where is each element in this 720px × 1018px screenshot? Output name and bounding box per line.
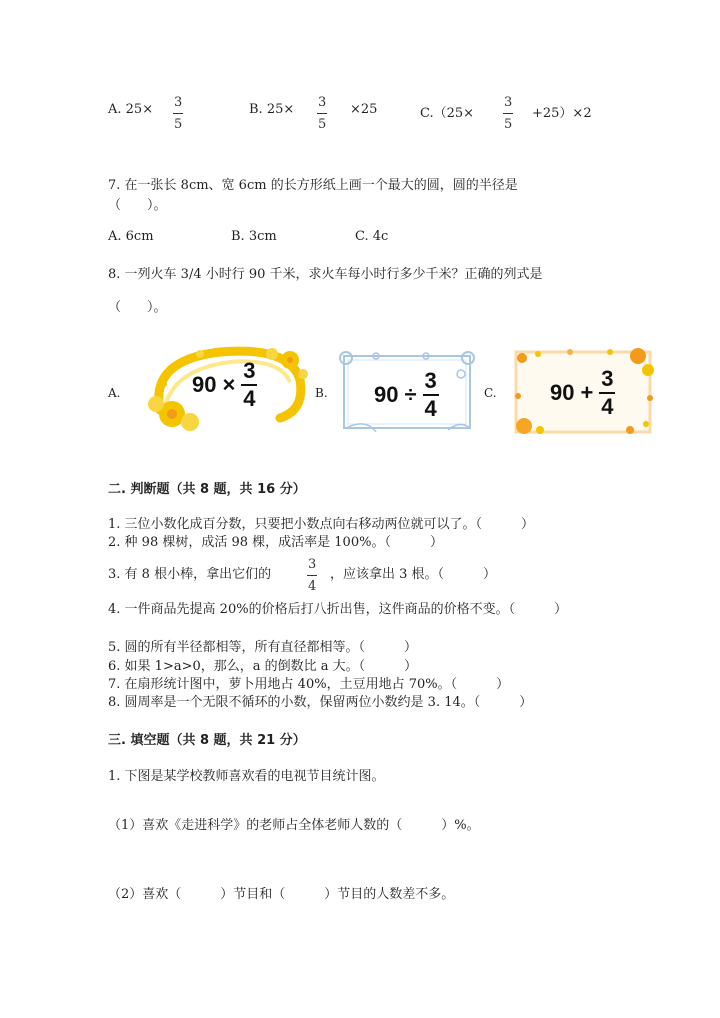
judge-item-1: 1. 三位小数化成百分数，只要把小数点向右移动两位就可以了。（ ） [108,517,535,532]
q8-stem: 8. 一列火车 3/4 小时行 90 千米，求火车每小时行多少千米？正确的列式是 [108,267,543,282]
fill-item-1: 1. 下图是某学校教师喜欢看的电视节目统计图。 [108,769,385,784]
fraction-3-5: 3 5 [318,95,327,132]
section3-heading: 三. 填空题（共 8 题，共 21 分） [108,733,306,748]
q7-option-b: B. 3cm [231,229,277,244]
q8-option-a-letter: A. [108,386,121,400]
expression-90-times-3-4: 90 × 3 4 [192,358,256,411]
judge-item-5: 5. 圆的所有半径都相等，所有直径都相等。（ ） [108,640,418,655]
judge-item-7: 7. 在扇形统计图中，萝卜用地占 40%，土豆用地占 70%。（ ） [108,677,510,692]
judge-item-8: 8. 圆周率是一个无限不循环的小数，保留两位小数约是 3. 14。（ ） [108,695,533,710]
section2-heading: 二. 判断题（共 8 题，共 16 分） [108,482,306,497]
expression-90-plus-3-4: 90 + 3 4 [550,366,614,419]
fraction-3-5: 3 5 [174,95,183,132]
q8-option-b-letter: B. [315,386,328,400]
judge-item-3: 3. 有 8 根小棒，拿出它们的 [108,567,272,582]
q7-option-a: A. 6cm [108,229,154,244]
q7-stem: 7. 在一张长 8cm、宽 6cm 的长方形纸上画一个最大的圆，圆的半径是 [108,178,518,193]
q6-option-a: A. 25× [108,102,154,117]
q8-option-b-card [336,348,478,436]
expression-90-divide-3-4: 90 ÷ 3 4 [374,368,437,421]
fill-item-1-sub1: （1）喜欢《走进科学》的老师占全体老师人数的（ ）%。 [108,818,480,833]
judge-item-4: 4. 一件商品先提高 20%的价格后打八折出售，这件商品的价格不变。（ ） [108,602,568,617]
judge-item-2: 2. 种 98 棵树，成活 98 棵，成活率是 100%。（ ） [108,535,443,550]
q8-option-a-card [140,340,312,435]
q6-option-c-suffix: +25）×2 [532,106,592,121]
q7-blank: （ ）。 [108,198,167,213]
judge-item-3-tail: ，应该拿出 3 根。（ ） [330,567,497,582]
q6-option-b: B. 25× [249,102,295,117]
q8-option-c-card [510,346,656,438]
fraction-3-4: 3 4 [308,557,317,594]
q7-option-c: C. 4c [355,229,389,244]
q8-option-c-letter: C. [484,386,497,400]
judge-item-6: 6. 如果 1>a>0，那么，a 的倒数比 a 大。（ ） [108,659,418,674]
fill-item-1-sub2: （2）喜欢（ ）节目和（ ）节目的人数差不多。 [108,887,455,902]
q6-option-c: C.（25× [420,106,475,121]
q6-option-b-suffix: ×25 [350,102,378,117]
fraction-3-5: 3 5 [504,95,513,132]
q8-blank: （ ）。 [108,300,167,315]
